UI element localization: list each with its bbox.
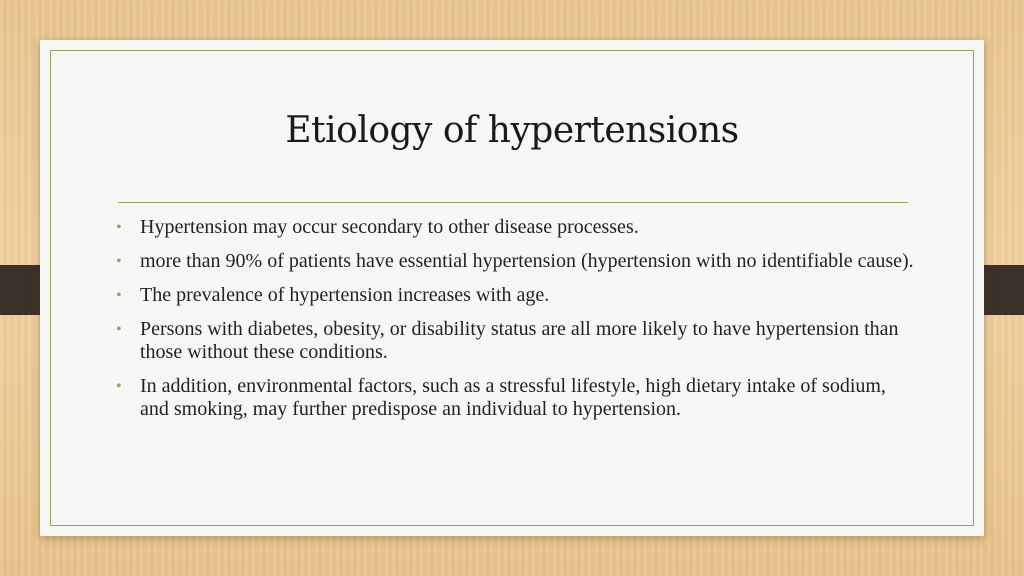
- bullet-dot-icon: •: [116, 378, 122, 395]
- bullet-item: [116, 216, 916, 239]
- bullet-dot-icon: •: [116, 219, 122, 236]
- bullet-dot-icon: •: [116, 321, 122, 338]
- bullet-text: In addition, environmental factors, such as a stressful lifestyle, high dietary intake of sodium, and smoking, may further predispose an individual to hypertension.: [140, 375, 886, 420]
- bullet-text: Hypertension may occur secondary to other disease processes.: [140, 216, 639, 238]
- bullet-item: [116, 375, 916, 421]
- bullet-list: [116, 216, 916, 432]
- title-divider: [118, 202, 908, 203]
- slide-card: [40, 40, 984, 536]
- bullet-text: The prevalence of hypertension increases with age.: [140, 284, 550, 306]
- bullet-text: more than 90% of patients have essential hypertension (hypertension with no identifiable cause).: [140, 250, 914, 272]
- bullet-item: [116, 250, 916, 273]
- bullet-dot-icon: •: [116, 253, 122, 270]
- bullet-text: Persons with diabetes, obesity, or disability status are all more likely to have hypertension than those without these conditions.: [140, 318, 899, 363]
- bullet-item: [116, 318, 916, 364]
- bullet-dot-icon: •: [116, 287, 122, 304]
- slide-title: Etiology of hypertensions: [285, 110, 739, 151]
- bullet-item: [116, 284, 916, 307]
